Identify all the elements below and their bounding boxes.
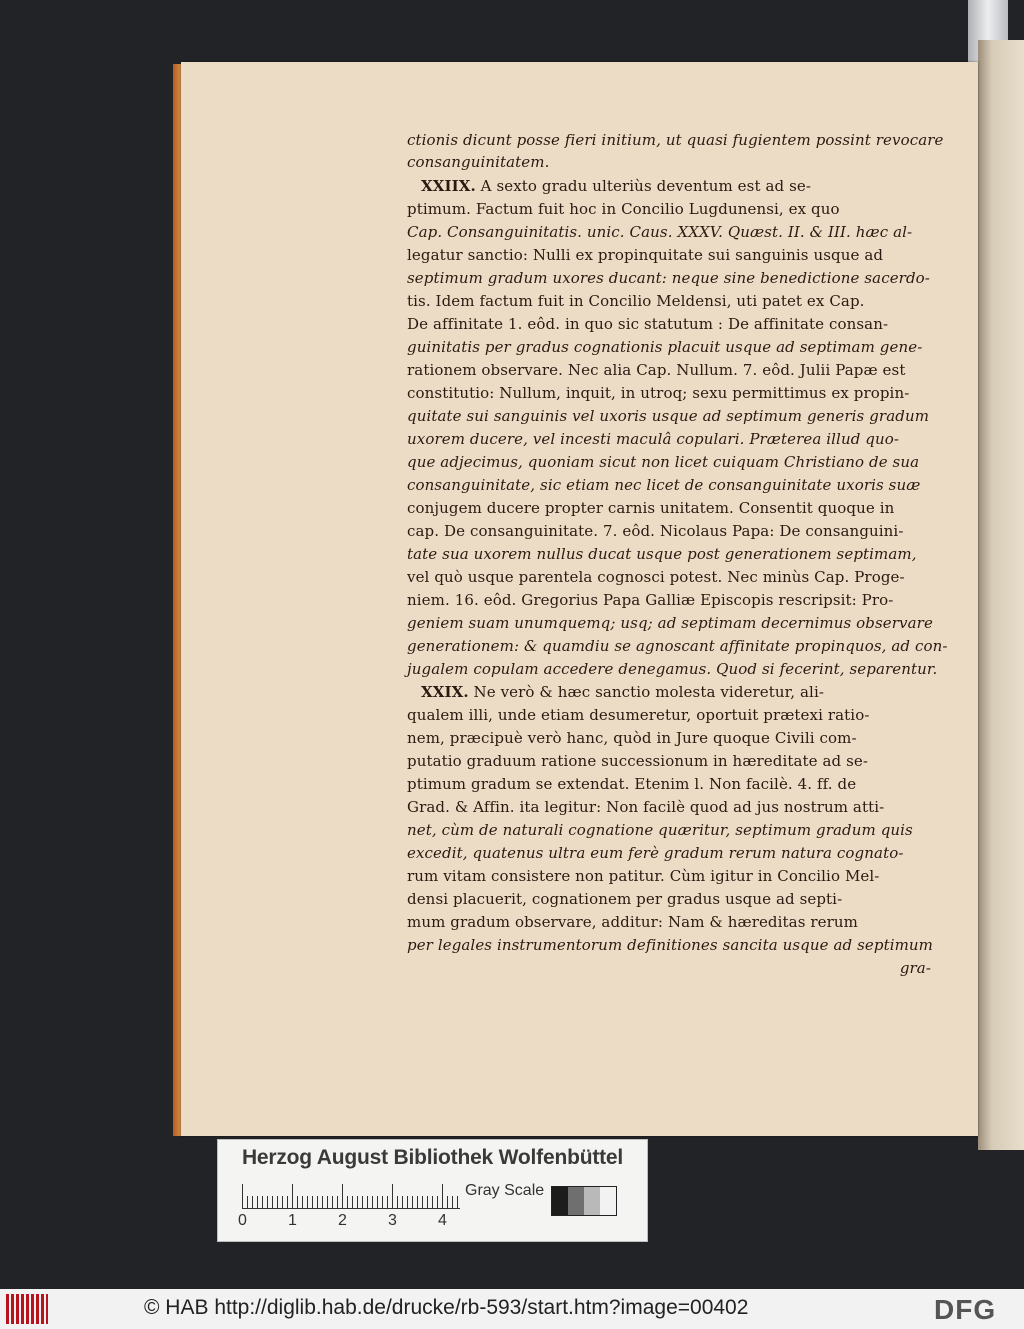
text-line: ctionis dicunt posse fieri initium, ut quasi fugientem possint revocare [407,131,944,149]
text-line: constitutio: Nullum, inquit, in utroq; sexu permittimus ex propin- [407,384,910,402]
text-line: rationem observare. Nec alia Cap. Nullum. 7. eôd. Julii Papæ est [407,361,906,379]
catchword: gra- [899,959,931,977]
ruler-major-tick [392,1184,393,1208]
text-line: rum vitam consistere non patitur. Cùm igitur in Concilio Mel- [407,867,880,885]
text-line: legatur sanctio: Nulli ex propinquitate sui sanguinis usque ad [407,246,884,264]
text-line: mum gradum observare, additur: Nam & hæreditas rerum [407,913,858,931]
text-line: tis. Idem factum fuit in Concilio Meldensi, uti patet ex Cap. [407,292,865,310]
gray-swatch [568,1187,584,1215]
text-line: Cap. Consanguinitatis. unic. Caus. XXXV. Quæst. II. & III. hæc al- [407,223,913,241]
scale-ruler [242,1184,460,1209]
section-number: XXIIX. [421,177,476,195]
text-line: generationem: & quamdiu se agnoscant affinitate propinquos, ad con- [407,637,948,655]
text-line: quitate sui sanguinis vel uxoris usque ad septimum generis gradum [407,407,930,425]
text-line: De affinitate 1. eôd. in quo sic statutum : De affinitate consan- [407,315,889,333]
text-line: consanguinitate, sic etiam nec licet de consanguinitate uxoris suæ [407,476,921,494]
footer-bar [0,1289,1024,1329]
dfg-logo: DFG [934,1294,997,1325]
text-line: septimum gradum uxores ducant: neque sine benedictione sacerdo- [407,269,930,287]
ruler-label: 4 [438,1212,447,1229]
text-line: niem. 16. eôd. Gregorius Papa Galliæ Episcopis rescripsit: Pro- [407,591,894,609]
text-line: net, cùm de naturali cognatione quæritur, septimum gradum quis [407,821,913,839]
text-line: que adjecimus, quoniam sicut non licet cuiquam Christiano de sua [407,453,920,471]
ruler-label: 3 [388,1212,397,1229]
gray-scale-label: Gray Scale [465,1182,545,1199]
text-line: geniem suam unumquemq; usq; ad septimam decernimus observare [407,614,933,632]
text-line: XXIIX. A sexto gradu ulteriùs deventum est ad se- [421,177,812,195]
ruler-label: 0 [238,1212,247,1229]
hab-logo-icon [6,1294,48,1324]
text-line: ptimum gradum se extendat. Etenim l. Non facilè. 4. ff. de [407,775,857,793]
card-title: Herzog August Bibliothek Wolfenbüttel [241,1146,624,1169]
text-line: uxorem ducere, vel incesti maculâ copulari. Præterea illud quo- [407,430,900,448]
text-line: XXIX. Ne verò & hæc sanctio molesta videretur, ali- [421,683,825,701]
adjacent-page-edge [978,40,1024,1150]
gray-swatch [584,1187,600,1215]
text-line: putatio graduum ratione successionum in hæreditate ad se- [407,752,869,770]
text-line: cap. De consanguinitate. 7. eôd. Nicolaus Papa: De consanguini- [407,522,904,540]
text-line: per legales instrumentorum definitiones sancita usque ad septimum [407,936,934,954]
text-line: guinitatis per gradus cognationis placuit usque ad septimam gene- [407,338,923,356]
text-line: tate sua uxorem nullus ducat usque post generationem septimam, [407,545,917,563]
ruler-major-tick [442,1184,443,1208]
text-line: vel quò usque parentela cognosci potest. Nec minùs Cap. Proge- [407,568,905,586]
ruler-label: 1 [288,1212,297,1229]
section-number: XXIX. [421,683,469,701]
text-line: densi placuerit, cognationem per gradus usque ad septi- [407,890,843,908]
gray-swatch [552,1187,568,1215]
page-text [407,130,948,977]
text-line: Grad. & Affin. ita legitur: Non facilè quod ad jus nostrum atti- [407,798,885,816]
gray-swatch [600,1187,616,1215]
text-line: jugalem copulam accedere denegamus. Quod si fecerint, separentur. [407,660,938,678]
text-line: nem, præcipuè verò hanc, quòd in Jure quoque Civili com- [407,729,857,747]
ruler-major-tick [342,1184,343,1208]
ruler-major-tick [292,1184,293,1208]
copyright-link[interactable]: © HAB http://diglib.hab.de/drucke/rb-593/start.htm?image=00402 [144,1296,749,1319]
text-line: consanguinitatem. [407,153,550,171]
text-line: qualem illi, unde etiam desumeretur, oportuit prætexi ratio- [407,706,870,724]
color-calibration-card [217,1139,648,1242]
gray-scale-swatches [551,1186,617,1216]
ruler-label: 2 [338,1212,347,1229]
text-line: conjugem ducere propter carnis unitatem. Consentit quoque in [407,499,895,517]
text-line: excedit, quatenus ultra eum ferè gradum rerum natura cognato- [407,844,904,862]
text-line: ptimum. Factum fuit hoc in Concilio Lugdunensi, ex quo [407,200,840,218]
ruler-major-tick [242,1184,243,1208]
